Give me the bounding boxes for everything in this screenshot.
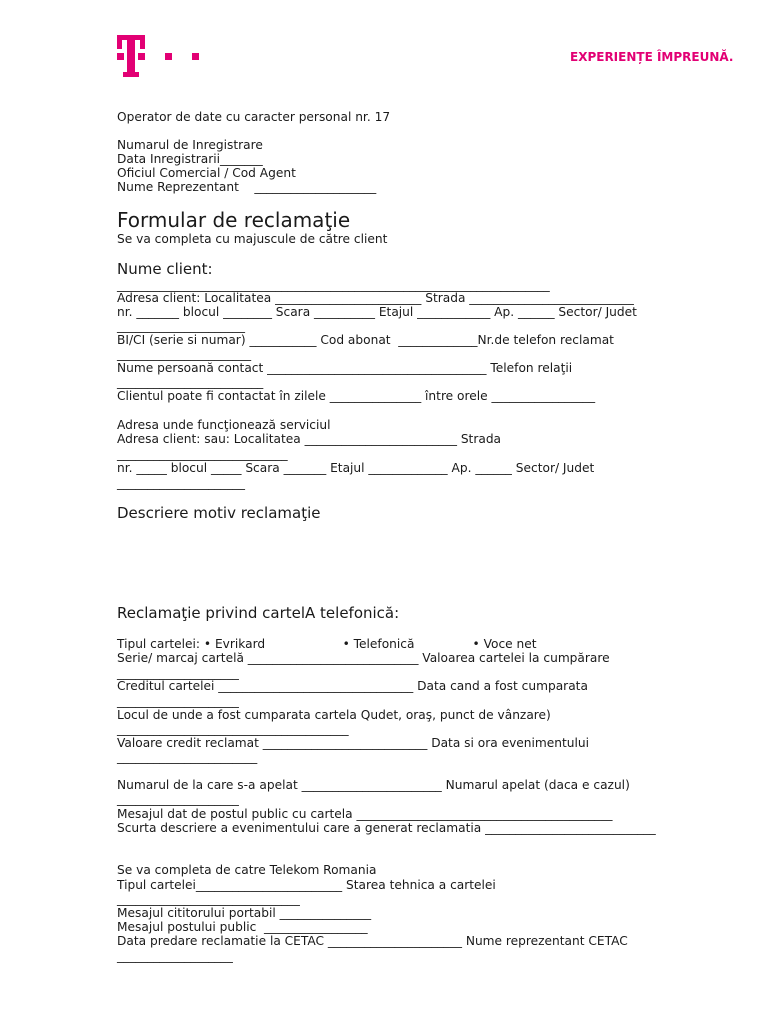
purchase-location-line: Locul de unde a fost cumparata cartela Qudet, oraş, punct de vânzare) <box>117 708 551 722</box>
called-number-field-line: ____________________ <box>117 792 239 806</box>
card-type-line: Tipul cartelei: • Evrikard • Telefonică • Voce net <box>117 637 537 651</box>
purchase-date-field-line: ____________________ <box>117 694 239 708</box>
registration-number-label: Numarul de Inregistrare <box>117 138 263 152</box>
contact-availability-line: Clientul poate fi contactat în zilele _______________ între orele _________________ <box>117 389 596 403</box>
public-phone-message-line: Mesajul postului public _________________ <box>117 920 368 934</box>
event-description-line: Scurta descriere a evenimentului care a generat reclamatia ____________________________ <box>117 821 656 835</box>
card-serial-line: Serie/ marcaj cartelă ____________________________ Valoarea cartelei la cumpărare <box>117 651 610 665</box>
county-field-line-2: _____________________ <box>117 476 245 490</box>
service-address-details-line: nr. _____ blocul _____ Scara _______ Etajul _____________ Ap. ______ Sector/ Judet <box>117 461 595 475</box>
event-datetime-field-line: _______________________ <box>117 750 258 764</box>
form-subtitle: Se va completa cu majuscule de către client <box>117 232 388 246</box>
phone-field-line: ______________________ <box>117 347 252 361</box>
contact-person-line: Nume persoană contact ____________________________________ Telefon relaţii <box>117 361 573 375</box>
street-field-line: ____________________________ <box>117 447 288 461</box>
telekom-section-label: Se va completa de catre Telekom Romania <box>117 863 377 877</box>
registration-date-label: Data Inregistrarii_______ <box>117 152 263 166</box>
payphone-message-line: Mesajul dat de postul public cu cartela __________________________________________ <box>117 807 613 821</box>
service-address-label: Adresa unde funcţionează serviciul <box>117 418 331 432</box>
telekom-logo <box>117 35 212 77</box>
county-field-line: _____________________ <box>117 319 245 333</box>
id-subscriber-line: BI/CI (serie si numar) ___________ Cod abonat _____________Nr.de telefon reclamat <box>117 333 614 347</box>
client-address-details-line: nr. _______ blocul ________ Scara __________ Etajul ____________ Ap. ______ Sector/ Judet <box>117 305 637 319</box>
claimed-credit-line: Valoare credit reclamat ___________________________ Data si ora evenimentului <box>117 736 590 750</box>
form-title: Formular de reclamaţie <box>117 208 351 232</box>
cetac-representative-field-line: ___________________ <box>117 949 233 963</box>
technical-state-field-line: ______________________________ <box>117 892 300 906</box>
calling-number-line: Numarul de la care s-a apelat _______________________ Numarul apelat (daca e cazul) <box>117 778 630 792</box>
card-complaint-heading: Reclamaţie privind cartelA telefonică: <box>117 604 400 622</box>
card-type-technical-line: Tipul cartelei________________________ Starea tehnica a cartelei <box>117 878 496 892</box>
service-address-line: Adresa client: sau: Localitatea _________________________ Strada <box>117 432 502 446</box>
operator-line: Operator de date cu caracter personal nr. 17 <box>117 110 391 124</box>
client-name-field-line: _______________________________________________________________________ <box>117 278 550 292</box>
card-credit-line: Creditul cartelei ________________________________ Data cand a fost cumparata <box>117 679 588 693</box>
purchase-value-field-line: ____________________ <box>117 666 239 680</box>
client-name-label: Nume client: <box>117 260 213 278</box>
brand-tagline: EXPERIENȚE ÎMPREUNĂ. <box>570 50 734 64</box>
cetac-submission-line: Data predare reclamatie la CETAC ______________________ Nume reprezentant CETAC <box>117 934 628 948</box>
representative-name-label: Nume Reprezentant ____________________ <box>117 180 377 194</box>
purchase-location-field-line: ______________________________________ <box>117 722 349 736</box>
contact-phone-field-line: ________________________ <box>117 375 264 389</box>
client-address-line: Adresa client: Localitatea ________________________ Strada ___________________________ <box>117 291 634 305</box>
office-agent-label: Oficiul Comercial / Cod Agent <box>117 166 296 180</box>
complaint-reason-heading: Descriere motiv reclamaţie <box>117 504 321 522</box>
portable-reader-message-line: Mesajul cititorului portabil _______________ <box>117 906 372 920</box>
